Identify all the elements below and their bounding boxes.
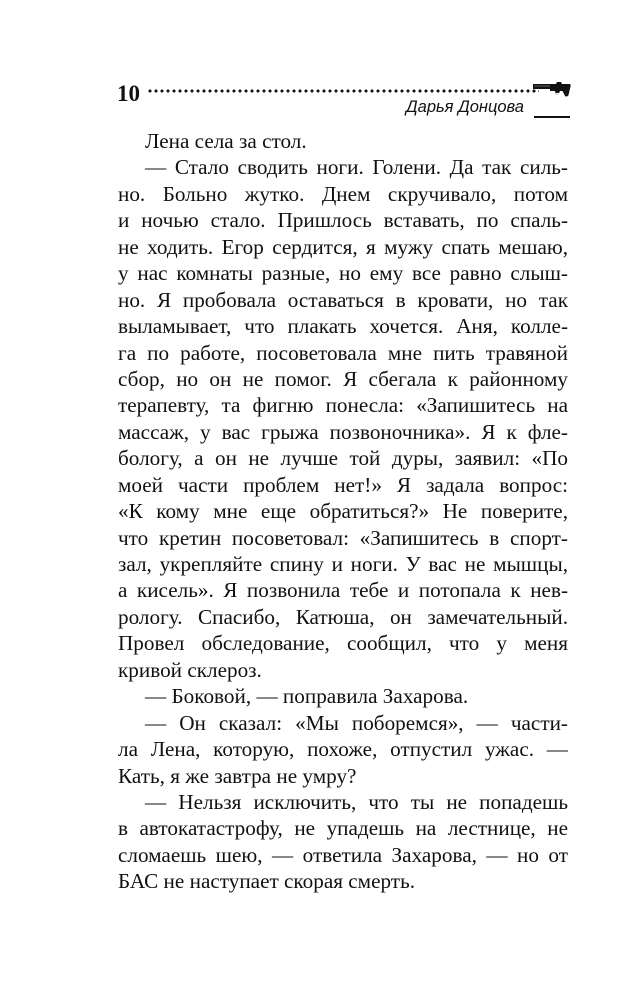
text-line: сбор, но он не помог. Я сбегала к районному (118, 366, 568, 391)
text-line: терапевту, та фигню понесла: «Запишитесь на (118, 393, 568, 418)
text-line: — Боковой, — поправила Захарова. (145, 684, 469, 709)
text-line: сломаешь шею, — ответила Захарова, — но от (118, 842, 568, 867)
header-rule (534, 116, 570, 118)
text-line: выламывает, что плакать хочется. Аня, колле- (118, 314, 568, 339)
text-line: кривой склероз. (118, 657, 262, 682)
paragraph (118, 710, 568, 789)
text-line: в автокатастрофу, не упадешь на лестнице, не (118, 816, 568, 841)
paragraph (118, 154, 568, 683)
text-line: зал, укрепляйте спину и ноги. У вас не мышцы, (118, 552, 568, 576)
text-line: — Стало сводить ноги. Голени. Да так силь- (145, 155, 568, 180)
paragraph (118, 789, 568, 895)
text-line: бологу, а он не лучше той дуры, заявил: «По (118, 446, 568, 471)
text-line: ла Лена, которую, похоже, отпустил ужас. — (118, 737, 568, 762)
revolver-icon (532, 78, 572, 104)
text-line: что кретин посоветовал: «Запишитесь в спорт- (118, 525, 568, 550)
page-number: 10 (117, 81, 140, 106)
text-line: а кисель». Я позвонила тебе и потопала к нев- (118, 578, 568, 603)
text-line: Провел обследование, сообщил, что у меня (118, 631, 568, 656)
text-line: Кать, я же завтра не умру? (118, 763, 357, 788)
author-name: Дарья Донцова (406, 98, 524, 116)
paragraph (118, 683, 568, 709)
text-line: не ходить. Егор сердится, я мужу спать мешаю, (118, 234, 568, 259)
text-line: массаж, у вас грыжа позвоночника». Я к фле- (118, 419, 568, 444)
text-line: — Он сказал: «Мы поборемся», — части- (145, 710, 568, 735)
paragraph (118, 128, 568, 154)
text-line: но. Больно жутко. Днем скручивало, потом (118, 181, 568, 206)
text-line: — Нельзя исключить, что ты не попадешь (145, 789, 568, 814)
dotted-leader (147, 89, 539, 93)
text-line: у нас комнаты разные, но ему все равно слыш- (118, 261, 568, 286)
text-line: Лена села за стол. (145, 129, 307, 153)
text-line: «К кому мне еще обратиться?» Не поверите, (118, 499, 568, 524)
text-line: га по работе, посоветовала мне пить травяной (118, 340, 568, 365)
text-line: БАС не наступает скорая смерть. (118, 869, 416, 894)
body-text (118, 128, 568, 895)
text-line: моей части проблем нет!» Я задала вопрос: (118, 472, 568, 497)
text-line: но. Я пробовала оставаться в кровати, но так (118, 287, 568, 312)
running-header (117, 78, 572, 124)
text-line: и ночью стало. Пришлось вставать, по спаль- (118, 208, 568, 233)
text-line: рологу. Спасибо, Катюша, он замечательный. (118, 604, 568, 629)
